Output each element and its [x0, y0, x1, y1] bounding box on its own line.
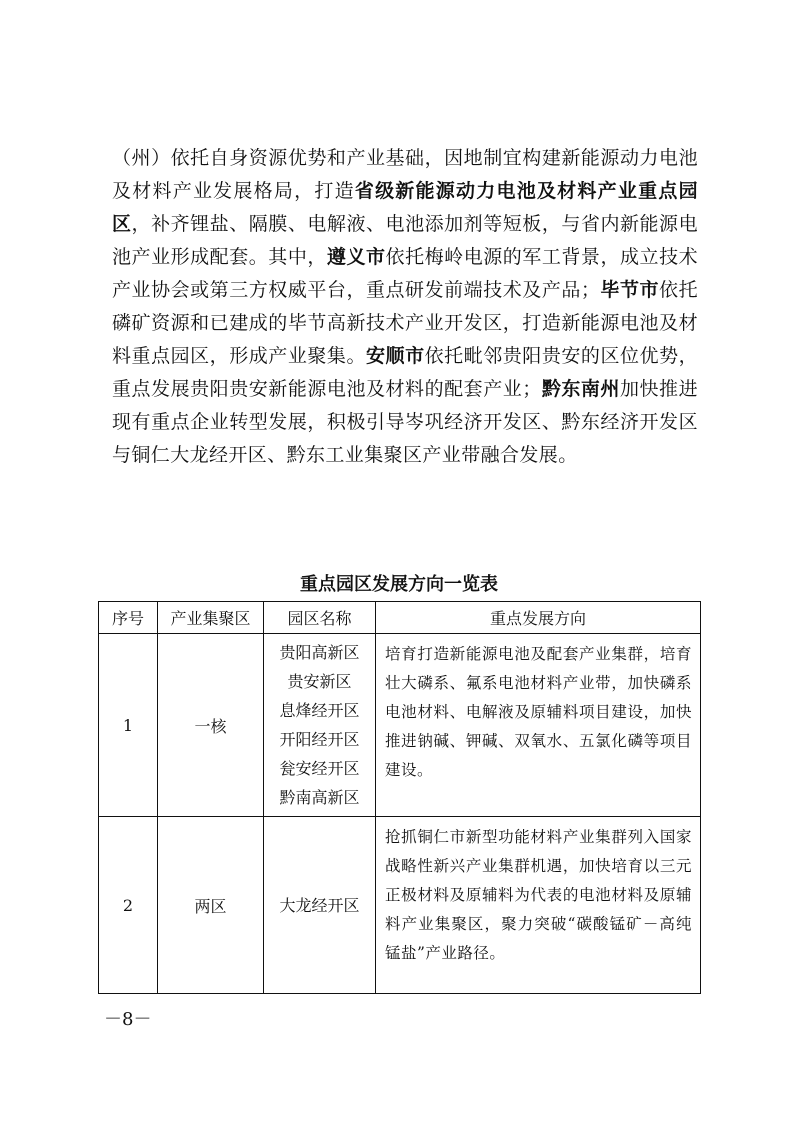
row-direction: 抢抓铜仁市新型功能材料产业集群列入国家战略性新兴产业集群机遇，加快培育以三元正极材料及原辅料为代表的电池材料及原辅料产业集聚区，聚力突破“碳酸锰矿－高纯锰盐”产业路径。: [376, 817, 701, 994]
text-segment: （州）依托自身资源优势和产业基础，因地制宜构建新能源动力电池及材料产业发展格局，打造: [112, 147, 698, 202]
header-no: 序号: [99, 602, 158, 634]
header-park: 园区名称: [264, 602, 376, 634]
bold-prefecture-qiandongnan: 黔东南州: [541, 378, 620, 400]
text-segment: 加快推进现有重点企业转型发展，积极引导岑巩经济开发区、黔东经济开发区与铜仁大龙经开区、黔东工业集聚区产业带融合发展。: [112, 378, 698, 466]
row-no: 1: [99, 634, 158, 817]
page-number: －8－: [104, 1009, 152, 1030]
key-parks-table: [98, 601, 701, 994]
row-direction: 培育打造新能源电池及配套产业集群，培育壮大磷系、氟系电池材料产业带，加快磷系电池材料、电解液及原辅料项目建设，加快推进钠碱、钾碱、双氧水、五氯化磷等项目建设。: [376, 634, 701, 817]
bold-city-bijie: 毕节市: [600, 279, 660, 301]
park-name: 息烽经开区: [279, 701, 360, 720]
row-cluster: 两区: [158, 817, 264, 994]
row-parks: [264, 817, 376, 994]
row-parks: [264, 634, 376, 817]
row-cluster: 一核: [158, 634, 264, 817]
table-title: 重点园区发展方向一览表: [300, 574, 498, 595]
body-paragraph: [112, 142, 698, 472]
park-name: 贵安新区: [287, 672, 352, 691]
table-header-row: [99, 602, 701, 634]
text-segment: 依托磷矿资源和已建成的毕节高新技术产业开发区，打造新能源电池及材料重点园区，形成产业聚集。: [112, 279, 698, 367]
bold-city-anshun: 安顺市: [366, 345, 425, 367]
row-no: 2: [99, 817, 158, 994]
park-name: 贵阳高新区: [279, 643, 360, 662]
park-name: 黔南高新区: [279, 788, 360, 807]
text-segment: 依托梅岭电源的军工背景，成立技术产业协会或第三方权威平台，重点研发前端技术及产品；: [112, 246, 699, 301]
bold-phrase-key-park: 省级新能源动力电池及材料产业重点园区: [112, 180, 698, 235]
header-direction: 重点发展方向: [376, 602, 701, 634]
text-segment: 依托毗邻贵阳贵安的区位优势，重点发展贵阳贵安新能源电池及材料的配套产业；: [112, 345, 699, 400]
header-cluster: 产业集聚区: [158, 602, 264, 634]
table-row: [99, 817, 701, 994]
park-name: 瓮安经开区: [279, 759, 360, 778]
bold-city-zunyi: 遵义市: [326, 246, 386, 268]
table-row: [99, 634, 701, 817]
text-segment: ，补齐锂盐、隔膜、电解液、电池添加剂等短板，与省内新能源电池产业形成配套。其中，: [112, 213, 698, 268]
park-name: 大龙经开区: [279, 895, 360, 915]
park-name: 开阳经开区: [279, 730, 360, 749]
